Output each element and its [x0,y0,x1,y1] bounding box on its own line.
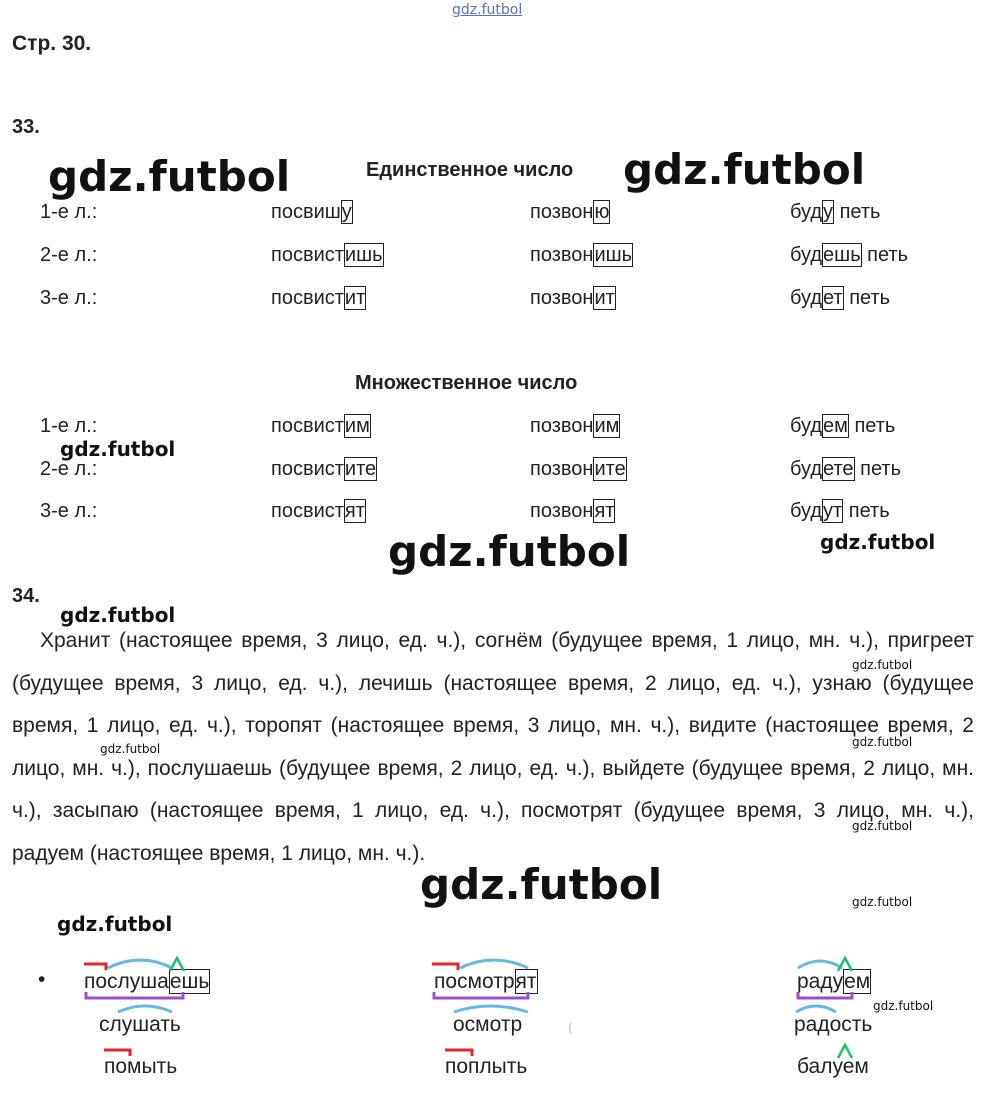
ending-box: ят [515,970,537,993]
watermark: gdz.futbol [60,603,176,627]
root-arc [460,960,528,968]
verb-stem: буд [790,500,823,522]
verb-stem: посвист [271,287,344,309]
person-label: 2-е л.: [40,458,98,480]
verb-form [530,415,620,438]
verb-aux: петь [854,458,901,480]
word-stem: посмотр [434,970,515,993]
ending-box: ите [594,458,626,480]
word-poslushaesh [84,970,210,994]
watermark: gdz.futbol [388,527,631,576]
ending-box: им [594,415,620,437]
verb-aux: петь [848,415,896,437]
verb-stem: буд [790,244,823,266]
ending-box: ешь [169,970,210,993]
ending-box: ит [344,287,366,309]
verb-stem: буд [790,287,823,309]
ending-box: у [341,201,352,223]
ending-box: ем [844,970,871,993]
verb-aux: петь [843,287,891,309]
verb-stem: буд [790,458,823,480]
singular-title: Единственное число [366,159,574,181]
ending-box: ю [594,201,610,223]
watermark: gdz.futbol [820,530,936,554]
svg-text:(: ( [568,1021,573,1035]
verb-stem: посвист [271,415,344,437]
ending-box: ишь [344,244,383,266]
root-arc [454,1006,528,1012]
watermark: gdz.futbol [623,145,866,194]
word-posmotryat [434,970,538,994]
verb-form [530,458,627,481]
verb-form [271,244,384,267]
verb-stem: позвон [530,244,594,266]
plural-title: Множественное число [355,372,578,394]
watermark: gdz.futbol [60,437,176,461]
ending-box: ет [823,287,843,309]
watermark: gdz.futbol [57,912,173,936]
person-label: 3-е л.: [40,287,98,309]
verb-stem: буд [790,201,823,223]
verb-stem: позвон [530,287,594,309]
verb-form [271,415,371,438]
root-word-radost: радость [794,1013,873,1036]
word-stem: послуша [84,970,169,993]
task33-number: 33. [12,116,40,138]
verb-stem: посвиш [271,201,341,223]
person-label: 1-е л.: [40,415,98,437]
verb-aux: петь [834,201,881,223]
ending-box: ишь [594,244,633,266]
verb-stem: буд [790,415,823,437]
verb-form [271,287,366,310]
bullet: • [38,968,46,991]
person-label: 2-е л.: [40,244,98,266]
verb-form [790,244,908,267]
ending-box: им [344,415,370,437]
watermark: gdz.futbol [873,999,934,1013]
suffix-word-baluem: балуем [797,1055,869,1078]
verb-stem: посвист [271,458,344,480]
verb-aux: петь [843,500,890,522]
ending-box: ите [344,458,377,480]
ending-box: ят [594,500,615,522]
verb-stem: посвист [271,244,344,266]
verb-form [790,500,890,523]
verb-stem: позвон [530,458,594,480]
page-label: Стр. 30. [12,32,92,55]
ending-box: ете [823,458,854,480]
watermark: gdz.futbol [852,735,913,749]
verb-form [790,415,895,438]
watermark: gdz.futbol [420,860,663,909]
prefix-word-poplyt: поплыть [445,1055,528,1078]
word-raduem [797,970,871,994]
task34-number: 34. [12,585,40,607]
verb-form [530,244,633,267]
root-word-slushat: слушать [99,1013,181,1036]
ending-box: ем [823,415,848,437]
ending-box: ешь [823,244,861,266]
watermark-top: gdz.futbol [452,2,523,18]
verb-aux: петь [861,244,909,266]
watermark: gdz.futbol [100,742,161,756]
root-arc [798,961,842,968]
person-label: 3-е л.: [40,500,98,522]
verb-form [271,458,377,481]
ending-box: ят [344,500,365,522]
verb-form [271,201,353,224]
verb-stem: позвон [530,201,594,223]
root-arc [796,1006,836,1012]
verb-form [530,201,610,224]
prefix-word-pomyt: помыть [104,1055,178,1078]
watermark: gdz.futbol [852,658,913,672]
person-label: 1-е л.: [40,201,98,223]
ending-box: ут [823,500,843,522]
task34-text: Хранит (настоящее время, 3 лицо, ед. ч.), согнём (будущее время, 1 лицо, мн. ч.), пригреет (будущее время, 3 лицо, ед. ч.), лечишь (настоящее время, 2 лицо, ед. ч.), узнаю (будущее время, 1 лицо, ед. ч.), торопят (настоящее время, 3 лицо, мн. ч.), видите (настоящее время, 2 лицо, мн. ч.), послушаешь (будущее время, 2 лицо, ед. ч.), выйдете (будущее время, 2 лицо, мн. ч.), засыпаю (настоящее время, 1 лицо, ед. ч.), посмотрят (будущее время, 3 лицо, мн. ч.), радуем (настоящее время, 1 лицо, мн. ч.). [12,629,974,865]
watermark: gdz.futbol [852,819,913,833]
root-arc [118,1006,172,1012]
verb-form [530,500,615,523]
ending-box: ит [594,287,615,309]
verb-stem: посвист [271,500,344,522]
watermark: gdz.futbol [852,895,913,909]
root-arc [108,960,172,968]
verb-form [790,287,890,310]
word-stem: раду [797,970,844,993]
verb-form [271,500,366,523]
watermark: gdz.futbol [48,152,291,201]
ending-box: у [823,201,834,223]
root-word-osmotr: осмотр [453,1013,523,1036]
verb-form [790,201,880,224]
verb-stem: позвон [530,500,594,522]
verb-form [530,287,616,310]
verb-form [790,458,901,481]
verb-stem: позвон [530,415,594,437]
